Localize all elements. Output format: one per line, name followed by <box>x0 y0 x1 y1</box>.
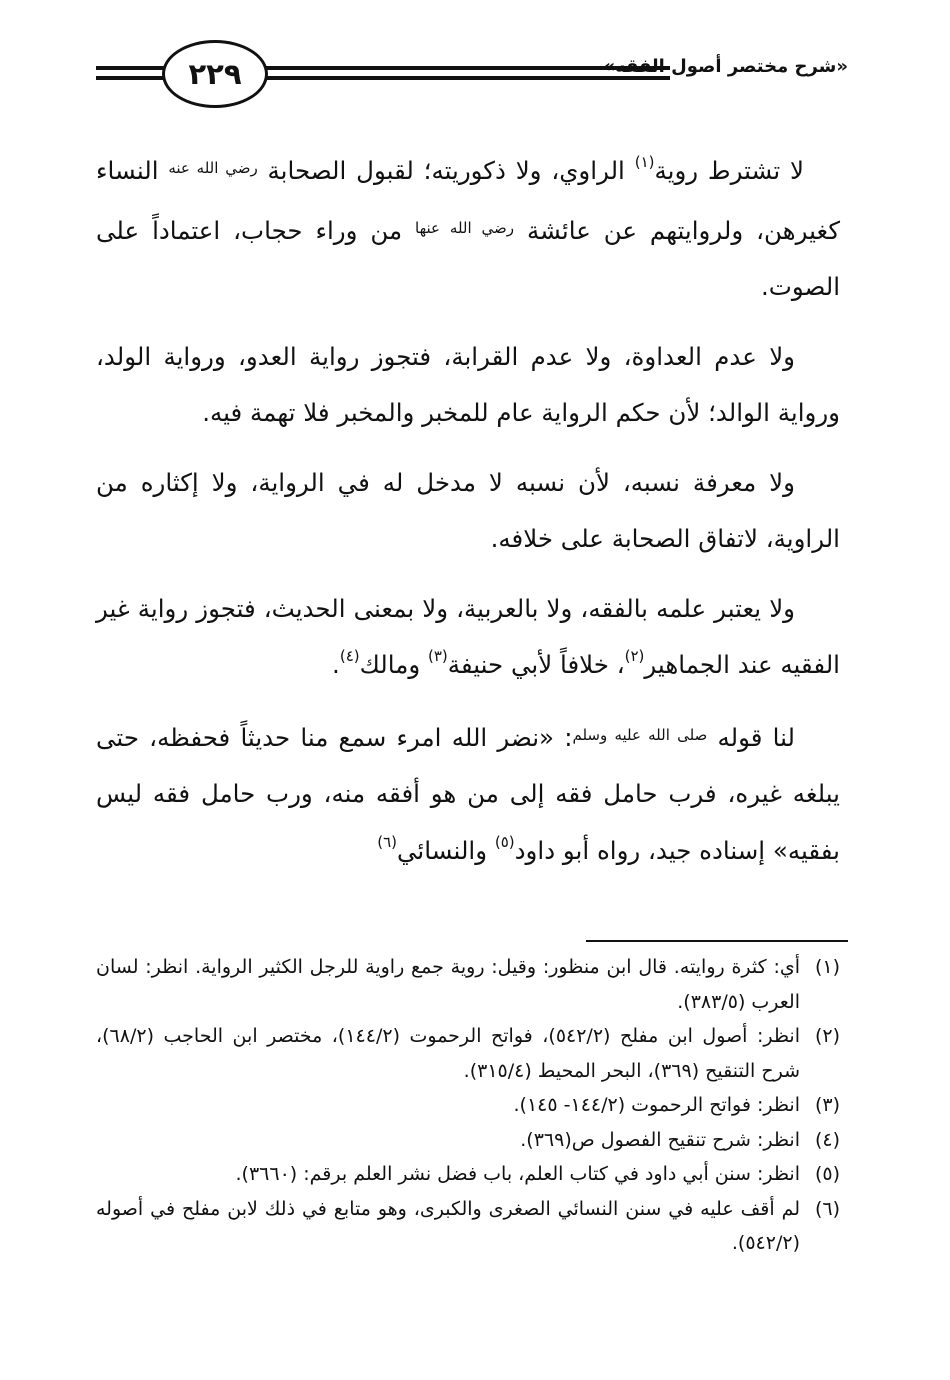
footnotes <box>96 950 840 1261</box>
paragraph-2: ولا عدم العداوة، ولا عدم القرابة، فتجوز رواية العدو، ورواية الولد، ورواية الوالد؛ لأن حكم الرواية عام للمخبر والمخبر فلا تهمة فيه. <box>96 341 840 427</box>
paragraph-5: لنا قوله $^{صلى الله عليه وسلم}$: «نضر الله امرء سمع منا حديثاً فحفظه، حتى يبلغه غيره، فرب حامل فقه إلى من هو أفقه منه، ورب حامل فقه ليس بفقيه» إسناده جيد، رواه أبو داود$^{(٥)}$ والنسائي$^{(٦)}$ <box>96 722 840 865</box>
honorific-mark: رضي الله عنها <box>415 218 515 237</box>
page-header <box>0 0 950 120</box>
paragraph-4: ولا يعتبر علمه بالفقه، ولا بالعربية، ولا بمعنى الحديث، فتجوز رواية غير الفقيه عند الجماهير$^{(٢)}$، خلافاً لأبي حنيفة$^{(٣)}$ ومالك$^{(٤)}$. <box>96 593 840 679</box>
footnote-separator <box>586 940 848 942</box>
footnote-6: (٦) لم أقف عليه في سنن النسائي الصغرى والكبرى، وهو متابع في ذلك لابن مفلح في أصوله (٥٤٢/٢). <box>96 1197 840 1254</box>
footnote-5: (٥) انظر: سنن أبي داود في كتاب العلم، باب فضل نشر العلم برقم: (٣٦٦٠). <box>235 1163 840 1185</box>
footnote-3: (٣) انظر: فواتح الرحموت (١٤٤/٢- ١٤٥). <box>513 1094 840 1116</box>
footnote-ref-2[interactable]: (٢) <box>624 647 645 665</box>
footnote-4: (٤) انظر: شرح تنقيح الفصول ص(٣٦٩). <box>520 1128 840 1151</box>
footnote-ref-1[interactable]: (١) <box>634 153 655 171</box>
honorific-mark: رضي الله عنه <box>168 159 258 177</box>
footnote-ref-4[interactable]: (٤) <box>339 647 360 665</box>
running-title: «شرح مختصر أصول الفقه» <box>603 56 848 77</box>
header-rule-left-top <box>96 66 170 70</box>
footnote-2: (٢) انظر: أصول ابن مفلح (٥٤٢/٢)، فواتح الرحموت (١٤٤/٢)، مختصر ابن الحاجب (٦٨/٢)، شرح التنقيح (٣٦٩)، البحر المحيط (٣١٥/٤). <box>96 1025 840 1082</box>
footnote-ref-3[interactable]: (٣) <box>427 647 448 665</box>
main-text <box>96 140 840 892</box>
paragraph-3: ولا معرفة نسبه، لأن نسبه لا مدخل له في الرواية، ولا إكثاره من الراوية، لاتفاق الصحابة على خلافه. <box>96 467 840 553</box>
footnote-ref-6[interactable]: (٦) <box>377 832 397 851</box>
header-rule-left-bottom <box>96 76 170 80</box>
paragraph-1: لا تشترط روية$^{(١)}$ الراوي، ولا ذكوريته؛ لقبول الصحابة $^{رضي الله عنه}$ النساء كغيرهن، ولروايتهم عن عائشة $^{رضي الله عنها}$ من وراء حجاب، اعتماداً على الصوت. <box>96 153 840 301</box>
page-number: ٢٢٩ <box>162 40 268 108</box>
footnote-ref-5[interactable]: (٥) <box>494 832 515 851</box>
honorific-mark: صلى الله عليه وسلم <box>572 725 708 744</box>
footnote-1: (١) أي: كثرة روايته. قال ابن منظور: وقيل: روية جمع راوية للرجل الكثير الرواية. انظر: لسان العرب (٣٨٣/٥). <box>96 956 840 1013</box>
